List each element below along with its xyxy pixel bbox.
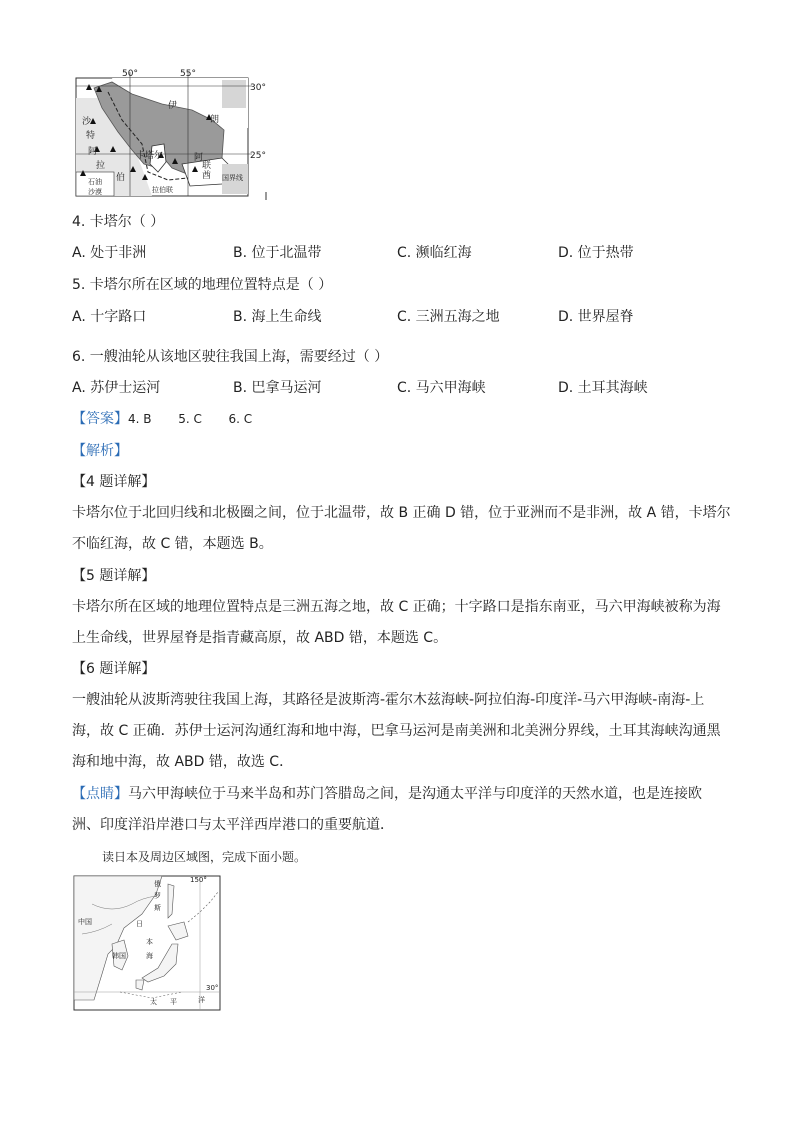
- map1-lat-25: 25°: [250, 151, 266, 161]
- answer-line: [72, 409, 252, 429]
- map1-legend-border: 国界线: [222, 174, 243, 182]
- map1-label-lian: 联: [202, 161, 212, 171]
- map2-label-luo: 罗: [154, 892, 161, 900]
- detail-5-line-1: 卡塔尔所在区域的地理位置特点是三洲五海之地，故 C 正确；十字路口是指东南亚，马六甲海峡被称为海: [72, 599, 721, 615]
- detail-4-line-2: 不临红海，故 C 错，本题选 B。: [72, 536, 273, 552]
- qatar-map: [72, 68, 272, 203]
- question-6-stem: 6. 一艘油轮从该地区驶往我国上海，需要经过（ ）: [72, 349, 389, 365]
- question-6-option-c[interactable]: C. 马六甲海峡: [397, 380, 486, 396]
- map1-label-bo: 伯: [116, 173, 126, 183]
- tip-text-1: 马六甲海峡位于马来半岛和苏门答腊岛之间，是沟通太平洋与印度洋的天然水道，也是连接欧: [128, 786, 702, 802]
- detail-5-tag: 【5 题详解】: [72, 568, 156, 584]
- map1-label-a: 阿: [88, 147, 98, 157]
- map2-label-tai: 太: [150, 998, 157, 1006]
- question-5-option-a[interactable]: A. 十字路口: [72, 309, 147, 325]
- detail-6-line-2: 海，故 C 正确．苏伊士运河沟通红海和地中海，巴拿马运河是南美洲和北美洲分界线，土耳其海峡沟通黑: [72, 723, 721, 739]
- map2-label-si: 斯: [154, 904, 161, 912]
- detail-4-tag: 【4 题详解】: [72, 474, 156, 490]
- question-4-stem: 4. 卡塔尔（ ）: [72, 214, 165, 230]
- map1-label-qiu: 酋: [202, 171, 212, 181]
- analysis-tag: 【解析】: [72, 443, 128, 459]
- question-4-option-b[interactable]: B. 位于北温带: [233, 245, 322, 261]
- map2-label-ben: 本: [146, 938, 153, 946]
- question-5-option-d[interactable]: D. 世界屋脊: [558, 309, 634, 325]
- next-section-intro: 读日本及周边区域图，完成下面小题。: [102, 850, 307, 864]
- map2-label-yang: 洋: [198, 996, 205, 1004]
- map1-lon-55: 55°: [180, 69, 196, 79]
- map1-legend-oil: 石油: [88, 178, 102, 186]
- map1-lon-50: 50°: [122, 69, 138, 79]
- map1-label-sha: 沙: [82, 117, 92, 127]
- answer-tag: 【答案】: [72, 411, 128, 427]
- detail-5-line-2: 上生命线，世界屋脊是指青藏高原，故 ABD 错，本题选 C。: [72, 630, 448, 646]
- question-5-option-c[interactable]: C. 三洲五海之地: [397, 309, 500, 325]
- map1-label-te: 特: [86, 131, 96, 141]
- tip-line-1: [72, 784, 702, 804]
- detail-6-line-3: 海和地中海，故 ABD 错，故选 C．: [72, 754, 294, 770]
- detail-6-line-1: 一艘油轮从波斯湾驶往我国上海，其路径是波斯湾-霍尔木兹海峡-阿拉伯海-印度洋-马六甲海峡-南海-上: [72, 692, 705, 708]
- tip-tag: 【点睛】: [72, 786, 128, 802]
- map2-label-korea: 韩国: [112, 952, 126, 960]
- map1-label-katar: 卡塔尔: [136, 151, 164, 161]
- question-5-stem: 5. 卡塔尔所在区域的地理位置特点是（ ）: [72, 277, 333, 293]
- question-4-option-c[interactable]: C. 濒临红海: [397, 245, 472, 261]
- question-6-option-d[interactable]: D. 土耳其海峡: [558, 380, 648, 396]
- tip-line-2: 洲、印度洋沿岸港口与太平洋西岸港口的重要航道．: [72, 817, 394, 833]
- question-5-option-b[interactable]: B. 海上生命线: [233, 309, 322, 325]
- map1-label-lang: 朗: [210, 115, 220, 125]
- map1-label-a2: 阿: [194, 153, 204, 163]
- map1-label-la: 拉: [96, 161, 106, 171]
- map1-label-alabo: 拉伯联: [152, 186, 173, 194]
- map2-label-e: 俄: [154, 880, 161, 888]
- map2-label-hai: 海: [146, 952, 153, 960]
- japan-map: [72, 874, 224, 1014]
- map2-label-ri: 日: [136, 920, 143, 928]
- map2-label-ping: 平: [170, 998, 177, 1006]
- map1-legend-desert: 沙漠: [88, 188, 102, 196]
- answer-text: 4. B 5. C 6. C: [128, 412, 253, 426]
- map2-lon-150: 150°: [190, 876, 207, 884]
- map1-lat-30: 30°: [250, 83, 266, 93]
- question-6-option-a[interactable]: A. 苏伊士运河: [72, 380, 161, 396]
- question-6-option-b[interactable]: B. 巴拿马运河: [233, 380, 322, 396]
- question-4-option-d[interactable]: D. 位于热带: [558, 245, 634, 261]
- map1-label-yi: 伊: [168, 101, 178, 111]
- map2-lat-30: 30°: [206, 984, 219, 992]
- map2-label-china: 中国: [78, 918, 92, 926]
- detail-4-line-1: 卡塔尔位于北回归线和北极圈之间，位于北温带，故 B 正确 D 错，位于亚洲而不是非洲，故 A 错，卡塔尔: [72, 505, 731, 521]
- question-4-option-a[interactable]: A. 处于非洲: [72, 245, 147, 261]
- detail-6-tag: 【6 题详解】: [72, 661, 156, 677]
